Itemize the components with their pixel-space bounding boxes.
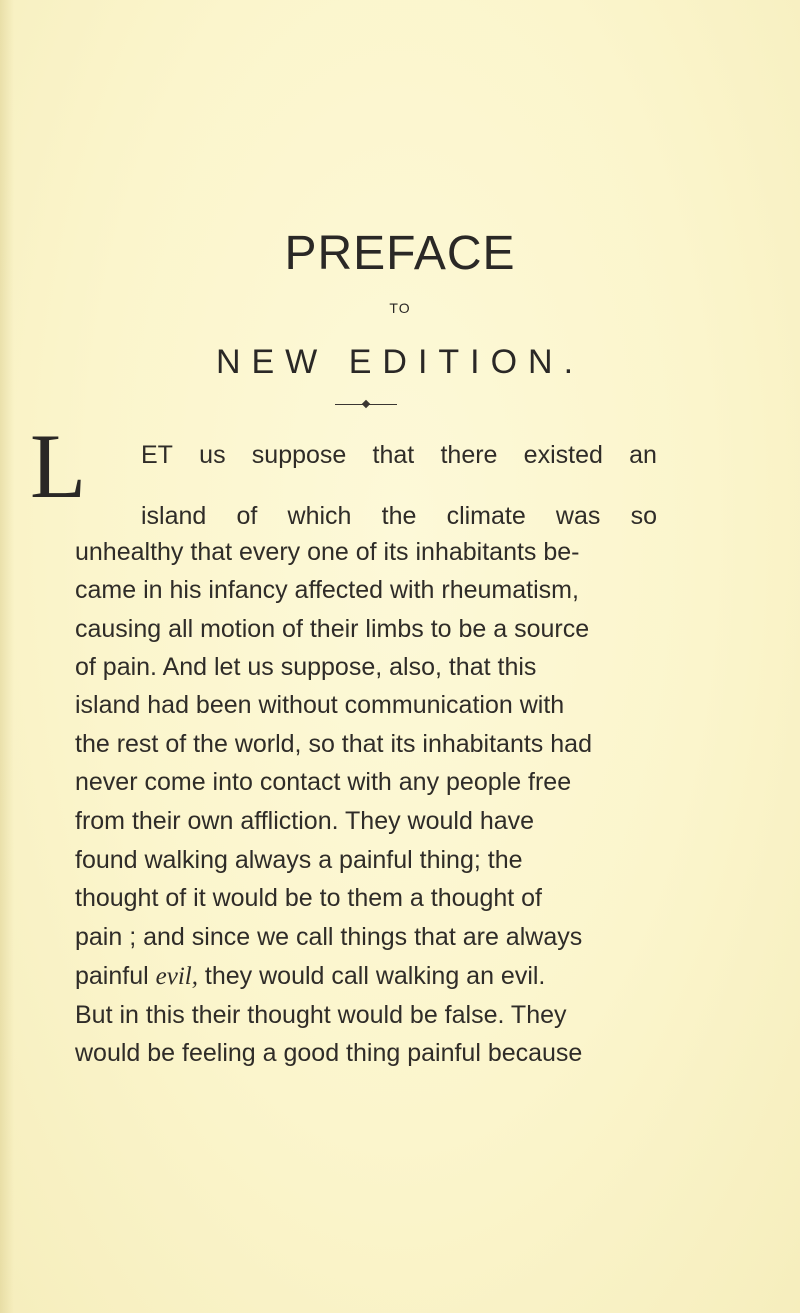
page-subtitle: NEW EDITION.: [215, 343, 585, 381]
body-line: came in his infancy affected with rheumatism,: [75, 576, 579, 604]
body-line: found walking always a painful thing; the: [75, 846, 523, 874]
drop-cap: L: [30, 415, 87, 517]
page-title: PREFACE: [284, 227, 516, 280]
line-text: they would call walking an evil.: [204, 962, 546, 990]
body-line: would be feeling a good thing painful because: [75, 1039, 583, 1067]
word: of: [236, 502, 258, 530]
body-line: But in this their thought would be false. They: [75, 1001, 567, 1029]
word: so: [630, 502, 657, 530]
word: an: [629, 441, 657, 469]
body-line: [141, 436, 657, 475]
body-line: of pain. And let us suppose, also, that this: [75, 653, 537, 681]
section-divider-ornament: [335, 400, 397, 408]
body-line: never come into contact with any people free: [75, 768, 572, 796]
word: which: [287, 502, 352, 530]
word: us: [199, 441, 226, 469]
word: the: [381, 502, 417, 530]
word: island: [141, 502, 207, 530]
line-text: painful: [75, 962, 149, 990]
word: was: [555, 502, 601, 530]
body-line: pain ; and since we call things that are always: [75, 923, 583, 951]
word: suppose: [251, 441, 347, 469]
body-line-with-emphasis: [75, 957, 545, 996]
page-edge-shadow: [0, 0, 14, 1313]
word: there: [440, 441, 498, 469]
body-line: island had been without communication with: [75, 691, 565, 719]
emphasized-word: evil,: [155, 963, 198, 990]
word: existed: [523, 441, 603, 469]
word: ET: [141, 441, 173, 469]
body-line: from their own affliction. They would have: [75, 807, 535, 835]
word: climate: [446, 502, 526, 530]
body-line: thought of it would be to them a thought of: [75, 884, 542, 912]
body-line: causing all motion of their limbs to be a source: [75, 615, 590, 643]
word: that: [372, 441, 415, 469]
body-line: the rest of the world, so that its inhabitants had: [75, 730, 592, 758]
body-line: unhealthy that every one of its inhabitants be-: [75, 538, 580, 566]
title-connector: TO: [389, 300, 411, 316]
body-line: [141, 497, 657, 536]
